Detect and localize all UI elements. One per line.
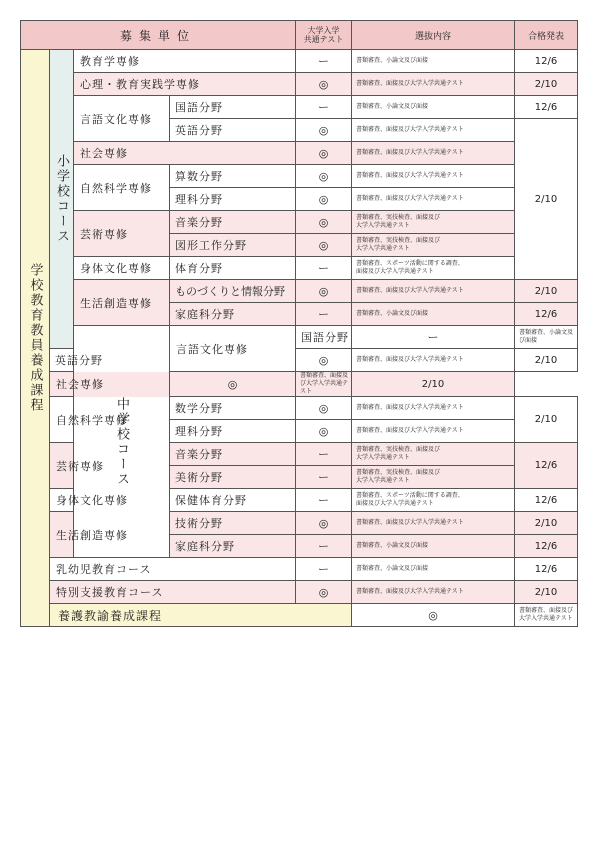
field-name: 国語分野	[296, 326, 352, 349]
field-name: 算数分野	[170, 165, 296, 188]
field-name: 家庭科分野	[170, 535, 296, 558]
selection-text: 書類審査、小論文及び面接	[352, 96, 515, 119]
dept-name: 自然科学専修	[74, 165, 170, 211]
selection-text: 書類審査、面接及び大学入学共通テスト	[352, 420, 515, 443]
group-school-teacher: 学校教育教員養成課程	[21, 50, 50, 627]
table-row	[21, 581, 578, 604]
header-row	[21, 21, 578, 50]
announce-date: 12/6	[515, 489, 578, 512]
field-name: ものづくりと情報分野	[170, 280, 296, 303]
common-test-mark: ー	[296, 489, 352, 512]
dept-name: 社会専修	[50, 372, 170, 397]
table-row	[21, 604, 578, 627]
header-common-test	[296, 21, 352, 50]
selection-line1: 書類審査、実技検査、面接及び	[356, 469, 441, 476]
announce-date: 2/10	[352, 372, 515, 397]
dept-name: 芸術専修	[50, 443, 74, 489]
selection-line2: 面接及び大学入学共通テスト	[356, 268, 434, 275]
table-row	[21, 165, 578, 188]
selection-line2: 大学入学共通テスト	[356, 477, 410, 484]
header-announce: 合格発表	[515, 21, 578, 50]
field-name: 保健体育分野	[170, 489, 296, 512]
field-name: 音楽分野	[170, 443, 296, 466]
selection-text: 書類審査、面接及び大学入学共通テスト	[352, 280, 515, 303]
field-name: 国語分野	[170, 96, 296, 119]
selection-line1: 書類審査、実技検査、面接及び	[356, 446, 441, 453]
selection-line2: 面接及び大学入学共通テスト	[356, 500, 434, 507]
selection-text: 書類審査、面接及び大学入学共通テスト	[352, 512, 515, 535]
announce-date: 12/6	[515, 443, 578, 489]
common-test-mark: ー	[296, 558, 352, 581]
selection-text	[352, 234, 515, 257]
common-test-mark: ◎	[296, 73, 352, 96]
selection-text: 書類審査、小論文及び面接	[352, 535, 515, 558]
announce-date: 12/6	[515, 535, 578, 558]
table-row	[21, 280, 578, 303]
common-test-mark: ◎	[296, 142, 352, 165]
selection-line1: 書類審査、スポーツ活動に関する調査、	[356, 492, 464, 499]
table-row	[21, 96, 578, 119]
announce-date: 2/10	[515, 581, 578, 604]
dept-name: 言語文化専修	[74, 96, 170, 142]
selection-text: 書類審査、小論文及び面接	[515, 326, 578, 349]
common-test-mark: ー	[296, 535, 352, 558]
common-test-mark: ◎	[352, 604, 515, 627]
common-test-mark: ◎	[296, 397, 352, 420]
common-test-mark: ◎	[296, 420, 352, 443]
selection-text: 書類審査、面接及び大学入学共通テスト	[352, 165, 515, 188]
announce-date: 12/6	[515, 96, 578, 119]
selection-text: 書類審査、面接及び大学入学共通テスト	[352, 142, 515, 165]
selection-text: 書類審査、面接及び大学入学共通テスト	[352, 397, 515, 420]
field-name: 英語分野	[170, 119, 296, 142]
dept-name: 言語文化専修	[170, 326, 296, 372]
announce-date: 2/10	[515, 280, 578, 303]
group-elementary: 小学校コース	[50, 50, 74, 349]
announce-date: 12/6	[515, 558, 578, 581]
dept-name: 心理・教育実践学専修	[74, 73, 296, 96]
field-name: 体育分野	[170, 257, 296, 280]
field-name: 家庭科分野	[170, 303, 296, 326]
common-test-mark: ー	[296, 303, 352, 326]
admissions-table	[20, 20, 578, 627]
selection-text	[352, 466, 515, 489]
announce-date: 2/10	[515, 397, 578, 443]
common-test-mark: ー	[296, 466, 352, 489]
table-row	[21, 372, 578, 397]
announce-date: 12/6	[515, 50, 578, 73]
selection-text: 書類審査、面接及び大学入学共通テスト	[352, 119, 515, 142]
field-name: 音楽分野	[170, 211, 296, 234]
common-test-mark: ◎	[296, 119, 352, 142]
dept-name: 自然科学専修	[50, 397, 74, 443]
selection-text: 書類審査、面接及び大学入学共通テスト	[296, 372, 352, 397]
field-name: 技術分野	[170, 512, 296, 535]
selection-text: 書類審査、小論文及び面接	[352, 303, 515, 326]
dept-name: 生活創造専修	[50, 512, 74, 558]
announce-date: 12/6	[515, 303, 578, 326]
selection-text: 書類審査、小論文及び面接	[352, 50, 515, 73]
common-test-mark: ◎	[170, 372, 296, 397]
common-test-mark: ー	[296, 96, 352, 119]
common-test-mark: ー	[352, 326, 515, 349]
selection-line2: 大学入学共通テスト	[356, 245, 410, 252]
selection-text: 書類審査、面接及び大学入学共通テスト	[352, 581, 515, 604]
selection-text: 書類審査、面接及び大学入学共通テスト	[352, 73, 515, 96]
table-row	[21, 211, 578, 234]
header-selection: 選抜内容	[352, 21, 515, 50]
field-name: 理科分野	[170, 188, 296, 211]
table-row	[21, 257, 578, 280]
announce-date: 2/10	[515, 73, 578, 96]
field-name: 英語分野	[50, 349, 74, 372]
selection-text: 書類審査、面接及び大学入学共通テスト	[352, 349, 515, 372]
announce-date: 2/10	[515, 512, 578, 535]
common-test-mark: ◎	[296, 165, 352, 188]
announce-date: 2/10	[515, 119, 578, 280]
selection-line1: 書類審査、スポーツ活動に関する調査、	[356, 260, 464, 267]
selection-text	[352, 489, 515, 512]
selection-line1: 書類審査、実技検査、面接及び	[356, 237, 441, 244]
common-test-mark: ◎	[296, 349, 352, 372]
common-test-mark: ◎	[296, 512, 352, 535]
common-test-mark: ◎	[296, 581, 352, 604]
announce-date: 2/10	[515, 349, 578, 372]
field-name: 美術分野	[170, 466, 296, 489]
table-row	[21, 50, 578, 73]
field-name: 理科分野	[170, 420, 296, 443]
field-name: 図形工作分野	[170, 234, 296, 257]
table-row	[21, 73, 578, 96]
common-test-mark: ー	[296, 50, 352, 73]
selection-line2: 大学入学共通テスト	[356, 222, 410, 229]
common-test-mark: ー	[296, 443, 352, 466]
common-test-mark: ◎	[296, 211, 352, 234]
dept-name: 身体文化専修	[74, 257, 170, 280]
table-row	[21, 558, 578, 581]
dept-name: 特別支援教育コース	[50, 581, 296, 604]
common-test-mark: ◎	[296, 280, 352, 303]
field-name: 数学分野	[170, 397, 296, 420]
dept-name: 社会専修	[74, 142, 296, 165]
header-unit: 募集単位	[21, 21, 296, 50]
dept-name: 身体文化専修	[50, 489, 74, 512]
common-test-mark: ◎	[296, 188, 352, 211]
dept-name: 生活創造専修	[74, 280, 170, 326]
selection-text: 書類審査、面接及び大学入学共通テスト	[515, 604, 578, 627]
selection-line2: 大学入学共通テスト	[356, 454, 410, 461]
header-test-line1: 大学入学	[307, 26, 340, 35]
selection-line1: 書類審査、実技検査、面接及び	[356, 214, 441, 221]
dept-name: 教育学専修	[74, 50, 296, 73]
common-test-mark: ー	[296, 257, 352, 280]
header-test-line2: 共通テスト	[303, 35, 344, 44]
selection-text	[352, 211, 515, 234]
dept-name: 芸術専修	[74, 211, 170, 257]
selection-text	[352, 443, 515, 466]
common-test-mark: ◎	[296, 234, 352, 257]
selection-text: 書類審査、面接及び大学入学共通テスト	[352, 188, 515, 211]
table-row	[21, 326, 578, 349]
selection-text: 書類審査、小論文及び面接	[352, 558, 515, 581]
selection-text	[352, 257, 515, 280]
dept-name: 乳幼児教育コース	[50, 558, 296, 581]
group-junior-high: 中学校コース	[74, 326, 170, 558]
table-row	[21, 142, 578, 165]
dept-name: 養護教諭養成課程	[50, 604, 352, 627]
